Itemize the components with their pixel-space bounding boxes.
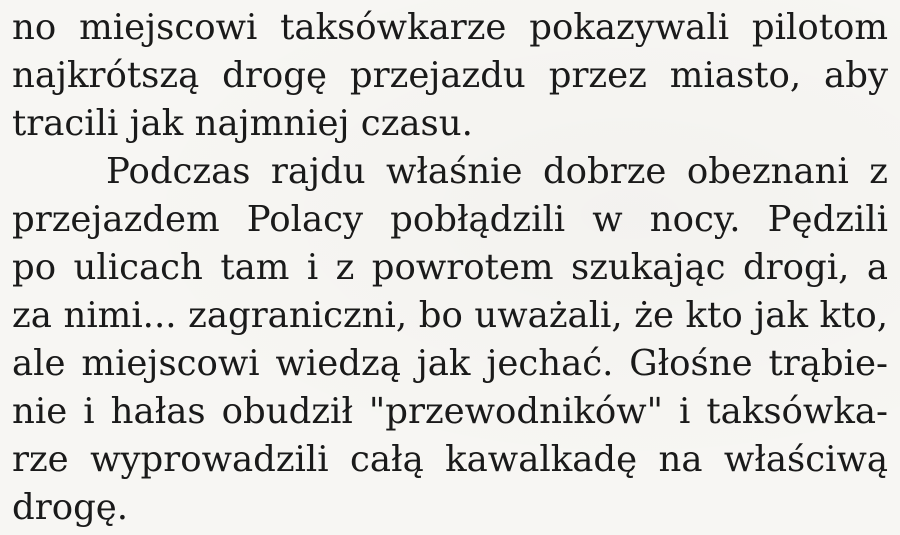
text-line-8: ale miejscowi wiedzą jak jechać. Głośne trąbie- [12, 343, 888, 384]
text-line-7: za nimi... zagraniczni, bo uważali, że kto jak kto, [12, 295, 888, 336]
text-line-5: przejazdem Polacy pobłądzili w nocy. Pędzili [12, 199, 888, 240]
text-line-11: drogę. [12, 487, 129, 528]
text-line-3: tracili jak najmniej czasu. [12, 103, 473, 144]
text-line-2: najkrótszą drogę przejazdu przez miasto, aby [12, 55, 888, 96]
text-line-1: no miejscowi taksówkarze pokazywali pilotom [12, 7, 888, 48]
text-line-10: rze wyprowadzili całą kawalkadę na właściwą [12, 439, 888, 480]
text-line-4: Podczas rajdu właśnie dobrze obeznani z [106, 151, 888, 192]
text-line-9: nie i hałas obudził "przewodników" i taksówka- [12, 391, 888, 432]
text-line-6: po ulicach tam i z powrotem szukając drogi, a [12, 247, 888, 288]
